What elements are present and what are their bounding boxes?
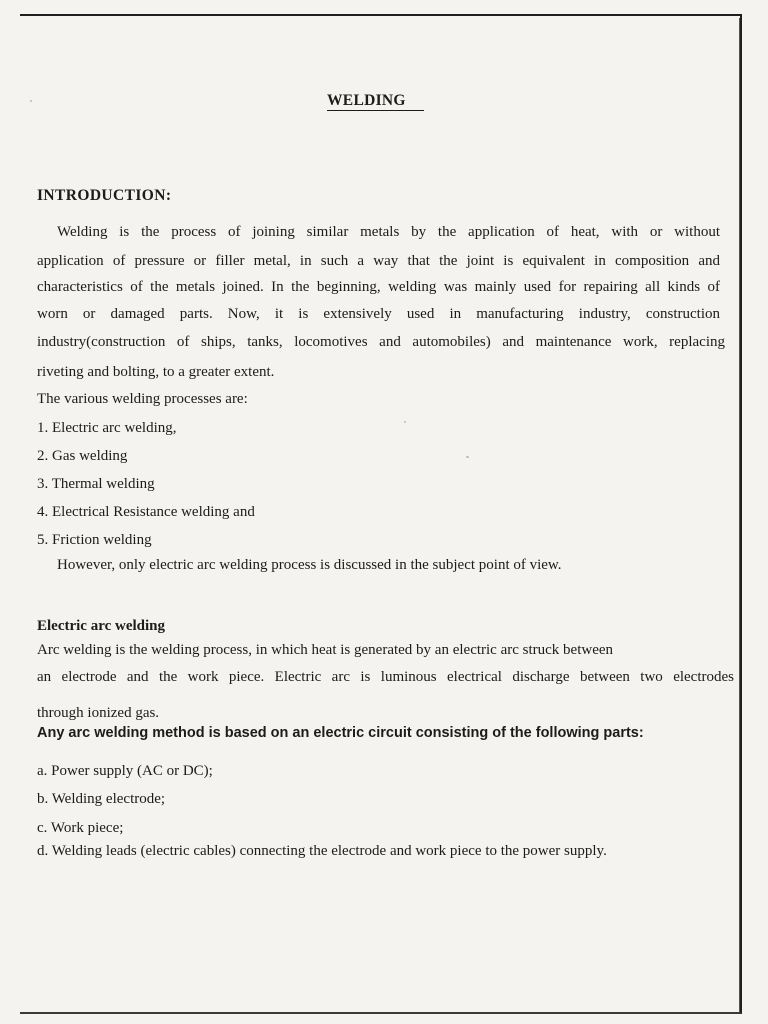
page-title: WELDING [327, 92, 424, 111]
arc-welding-heading: Electric arc welding [37, 618, 166, 634]
list-item: 3. Thermal welding [37, 476, 155, 492]
introduction-heading: INTRODUCTION: [37, 187, 172, 204]
intro-line-3: characteristics of the metals joined. In the beginning, welding was mainly used for repairing all kinds of [37, 279, 720, 295]
list-item: c. Work piece; [37, 820, 124, 836]
list-item: 4. Electrical Resistance welding and [37, 504, 255, 520]
list-item: b. Welding electrode; [37, 791, 166, 807]
paper-speck [466, 456, 469, 458]
arc-line-3: through ionized gas. [37, 705, 160, 721]
intro-line-4: worn or damaged parts. Now, it is extensively used in manufacturing industry, construction [37, 306, 720, 322]
list-item: 5. Friction welding [37, 532, 152, 548]
circuit-intro: Any arc welding method is based on an electric circuit consisting of the following parts: [37, 725, 644, 741]
list-item: a. Power supply (AC or DC); [37, 763, 213, 779]
however-line: However, only electric arc welding process is discussed in the subject point of view. [57, 557, 562, 573]
intro-line-5: industry(construction of ships, tanks, locomotives and automobiles) and maintenance work, replacing [37, 334, 725, 350]
list-item: 1. Electric arc welding, [37, 420, 177, 436]
list-item: d. Welding leads (electric cables) connecting the electrode and work piece to the power supply. [37, 843, 607, 859]
intro-line-6: riveting and bolting, to a greater extent. [37, 364, 275, 380]
intro-line-2: application of pressure or filler metal, in such a way that the joint is equivalent in composition and [37, 253, 720, 269]
arc-line-1: Arc welding is the welding process, in which heat is generated by an electric arc struck between [37, 642, 614, 658]
arc-line-2: an electrode and the work piece. Electric arc is luminous electrical discharge between two electrodes [37, 669, 734, 685]
paper-speck [30, 100, 32, 102]
list-item: 2. Gas welding [37, 448, 128, 464]
paper-speck [404, 421, 406, 423]
intro-line-1: Welding is the process of joining similar metals by the application of heat, with or without [57, 224, 720, 240]
processes-intro: The various welding processes are: [37, 391, 248, 407]
